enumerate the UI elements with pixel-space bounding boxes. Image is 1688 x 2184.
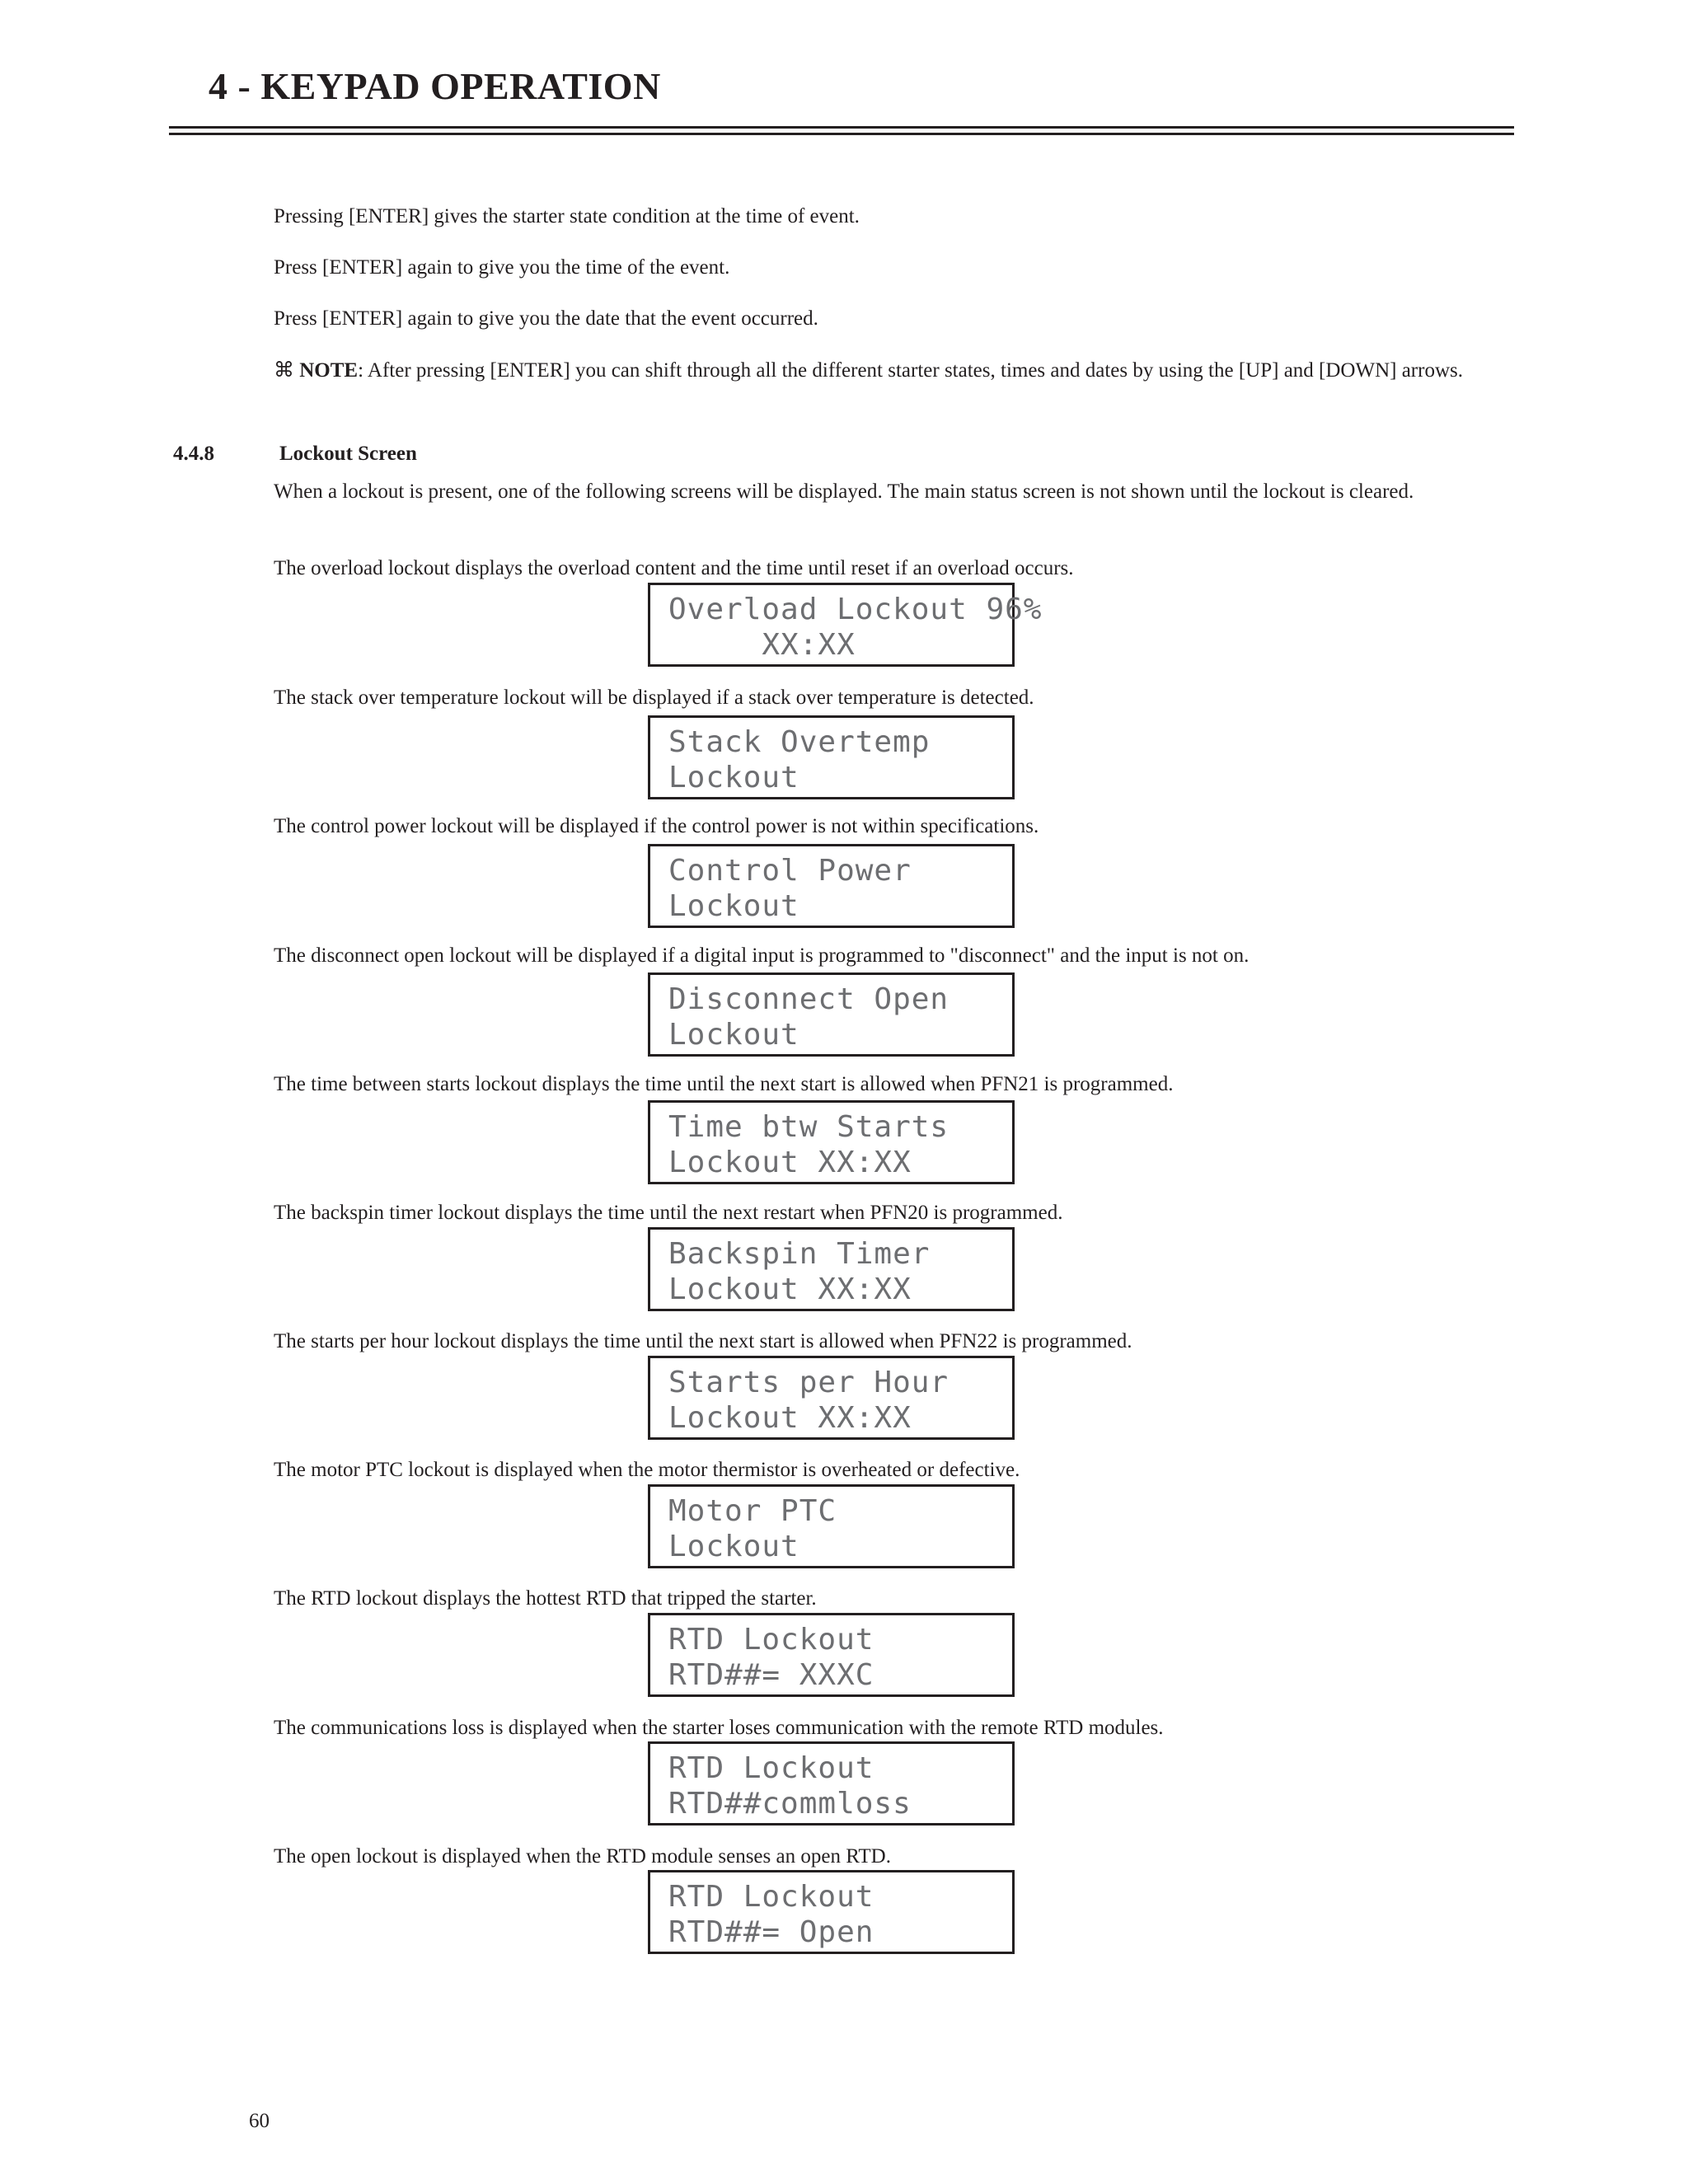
lockout-description: The overload lockout displays the overload content and the time until reset if an overload occurs.	[274, 557, 1074, 579]
lcd-line-1: Motor PTC	[668, 1494, 837, 1528]
lockout-description: The control power lockout will be displayed if the control power is not within specifications.	[274, 815, 1039, 837]
lockout-description: The communications loss is displayed when the starter loses communication with the remote RTD modules.	[274, 1717, 1164, 1739]
lcd-display-rtd-open	[648, 1870, 1015, 1954]
lcd-display-control-power	[648, 844, 1015, 928]
lcd-display-overload	[648, 583, 1043, 667]
header-rule-top	[169, 126, 1514, 129]
lcd-line-2: Lockout XX:XX	[668, 1272, 912, 1306]
lockout-description: The stack over temperature lockout will be displayed if a stack over temperature is detected.	[274, 687, 1034, 709]
page-number: 60	[249, 2110, 270, 2132]
lockout-description: The backspin timer lockout displays the time until the next restart when PFN20 is programmed.	[274, 1202, 1063, 1224]
lcd-line-2: RTD##commloss	[668, 1787, 912, 1821]
section-title: Lockout Screen	[279, 443, 417, 465]
lcd-line-1: Control Power	[668, 854, 912, 888]
lcd-display-backspin-timer	[648, 1227, 1015, 1311]
lcd-line-2: Lockout	[668, 1018, 799, 1052]
lcd-line-1: RTD Lockout	[668, 1623, 874, 1657]
section-number: 4.4.8	[173, 443, 214, 465]
lcd-line-1: Backspin Timer	[668, 1237, 931, 1271]
lcd-line-2: Lockout	[668, 761, 799, 794]
lockout-description: The open lockout is displayed when the RTD module senses an open RTD.	[274, 1845, 891, 1868]
lcd-line-2: Lockout	[668, 889, 799, 923]
note-icon: ⌘	[274, 359, 294, 382]
lcd-line-1: Overload Lockout 96%	[668, 593, 1043, 626]
section-intro: When a lockout is present, one of the following screens will be displayed. The main status screen is not shown until the lockout is cleared.	[274, 480, 1414, 503]
lcd-line-2: Lockout XX:XX	[668, 1401, 912, 1435]
lcd-line-1: Starts per Hour	[668, 1366, 950, 1399]
lcd-line-2: RTD##= Open	[668, 1915, 874, 1949]
lcd-display-stack-overtemp	[648, 715, 1015, 799]
lcd-line-2: Lockout XX:XX	[668, 1146, 912, 1179]
lcd-line-2: Lockout	[668, 1530, 799, 1563]
header-rule-bottom	[169, 133, 1514, 135]
lcd-line-1: RTD Lockout	[668, 1751, 874, 1785]
lcd-line-2: XX:XX	[668, 628, 856, 662]
lockout-description: The motor PTC lockout is displayed when the motor thermistor is overheated or defective.	[274, 1459, 1020, 1481]
lcd-display-disconnect-open	[648, 972, 1015, 1057]
page-header-title: 4 - KEYPAD OPERATION	[209, 65, 661, 107]
lcd-display-motor-ptc	[648, 1484, 1015, 1568]
lcd-line-2: RTD##= XXXC	[668, 1658, 874, 1692]
lockout-description: The starts per hour lockout displays the time until the next start is allowed when PFN22 is programmed.	[274, 1330, 1132, 1352]
lcd-display-rtd-commloss	[648, 1741, 1015, 1825]
lcd-display-rtd-lockout	[648, 1613, 1015, 1697]
lcd-line-1: RTD Lockout	[668, 1880, 874, 1914]
lockout-description: The RTD lockout displays the hottest RTD that tripped the starter.	[274, 1587, 817, 1610]
note-paragraph	[274, 358, 1493, 383]
lcd-line-1: Disconnect Open	[668, 982, 950, 1016]
intro-paragraph-1: Pressing [ENTER] gives the starter state condition at the time of event.	[274, 205, 860, 227]
note-text: : After pressing [ENTER] you can shift through all the different starter states, times and dates by using the [UP] and [DOWN] arrows.	[358, 359, 1463, 382]
intro-paragraph-2: Press [ENTER] again to give you the time of the event.	[274, 256, 730, 279]
lcd-display-time-btw-starts	[648, 1100, 1015, 1184]
lcd-line-1: Time btw Starts	[668, 1110, 950, 1144]
note-label: NOTE	[299, 359, 359, 382]
lockout-description: The disconnect open lockout will be displayed if a digital input is programmed to "disconnect" and the input is not on.	[274, 944, 1250, 967]
lcd-display-starts-per-hour	[648, 1356, 1015, 1440]
intro-paragraph-3: Press [ENTER] again to give you the date that the event occurred.	[274, 307, 818, 330]
lockout-description: The time between starts lockout displays the time until the next start is allowed when PFN21 is programmed.	[274, 1073, 1174, 1095]
lcd-line-1: Stack Overtemp	[668, 725, 931, 759]
